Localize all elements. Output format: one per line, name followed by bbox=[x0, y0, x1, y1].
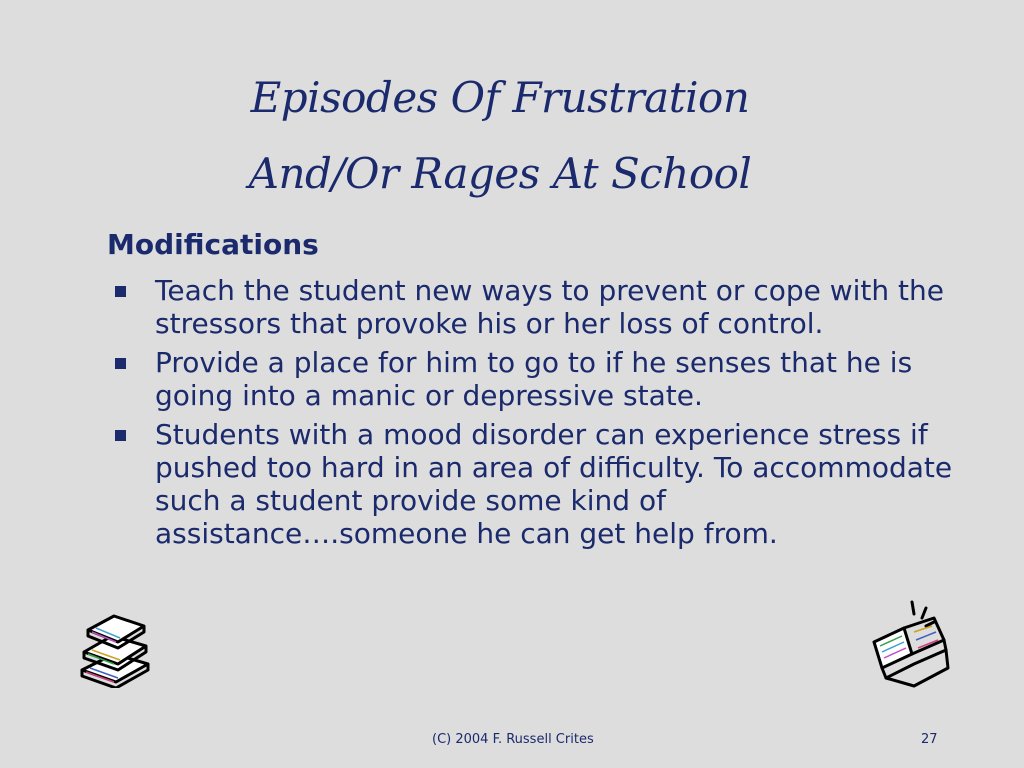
slide-title-line-1: Episodes Of Frustration bbox=[250, 73, 750, 122]
square-bullet-icon bbox=[115, 358, 126, 369]
bullet-text: Provide a place for him to go to if he senses that he is going into a manic or depressive state. bbox=[155, 346, 913, 412]
stack-of-books-icon bbox=[76, 612, 152, 688]
bullet-item bbox=[113, 346, 973, 412]
bullet-list bbox=[113, 274, 973, 556]
square-bullet-icon bbox=[115, 430, 126, 441]
bullet-item bbox=[113, 418, 973, 550]
bullet-item bbox=[113, 274, 973, 340]
section-subheading: Modifications bbox=[107, 228, 319, 261]
footer-credit: (C) 2004 F. Russell Crites bbox=[432, 732, 594, 747]
page-number: 27 bbox=[921, 732, 938, 747]
slide-title-line-2: And/Or Rages At School bbox=[248, 149, 752, 198]
slide-title bbox=[0, 60, 1000, 212]
square-bullet-icon bbox=[115, 286, 126, 297]
open-book-icon bbox=[864, 598, 954, 690]
bullet-text: Teach the student new ways to prevent or cope with the stressors that provoke his or her loss of control. bbox=[155, 274, 945, 340]
bullet-text: Students with a mood disorder can experience stress if pushed too hard in an area of difficulty. To accommodate such a student provide some kind of assistance….someone he can get help from. bbox=[155, 418, 953, 550]
